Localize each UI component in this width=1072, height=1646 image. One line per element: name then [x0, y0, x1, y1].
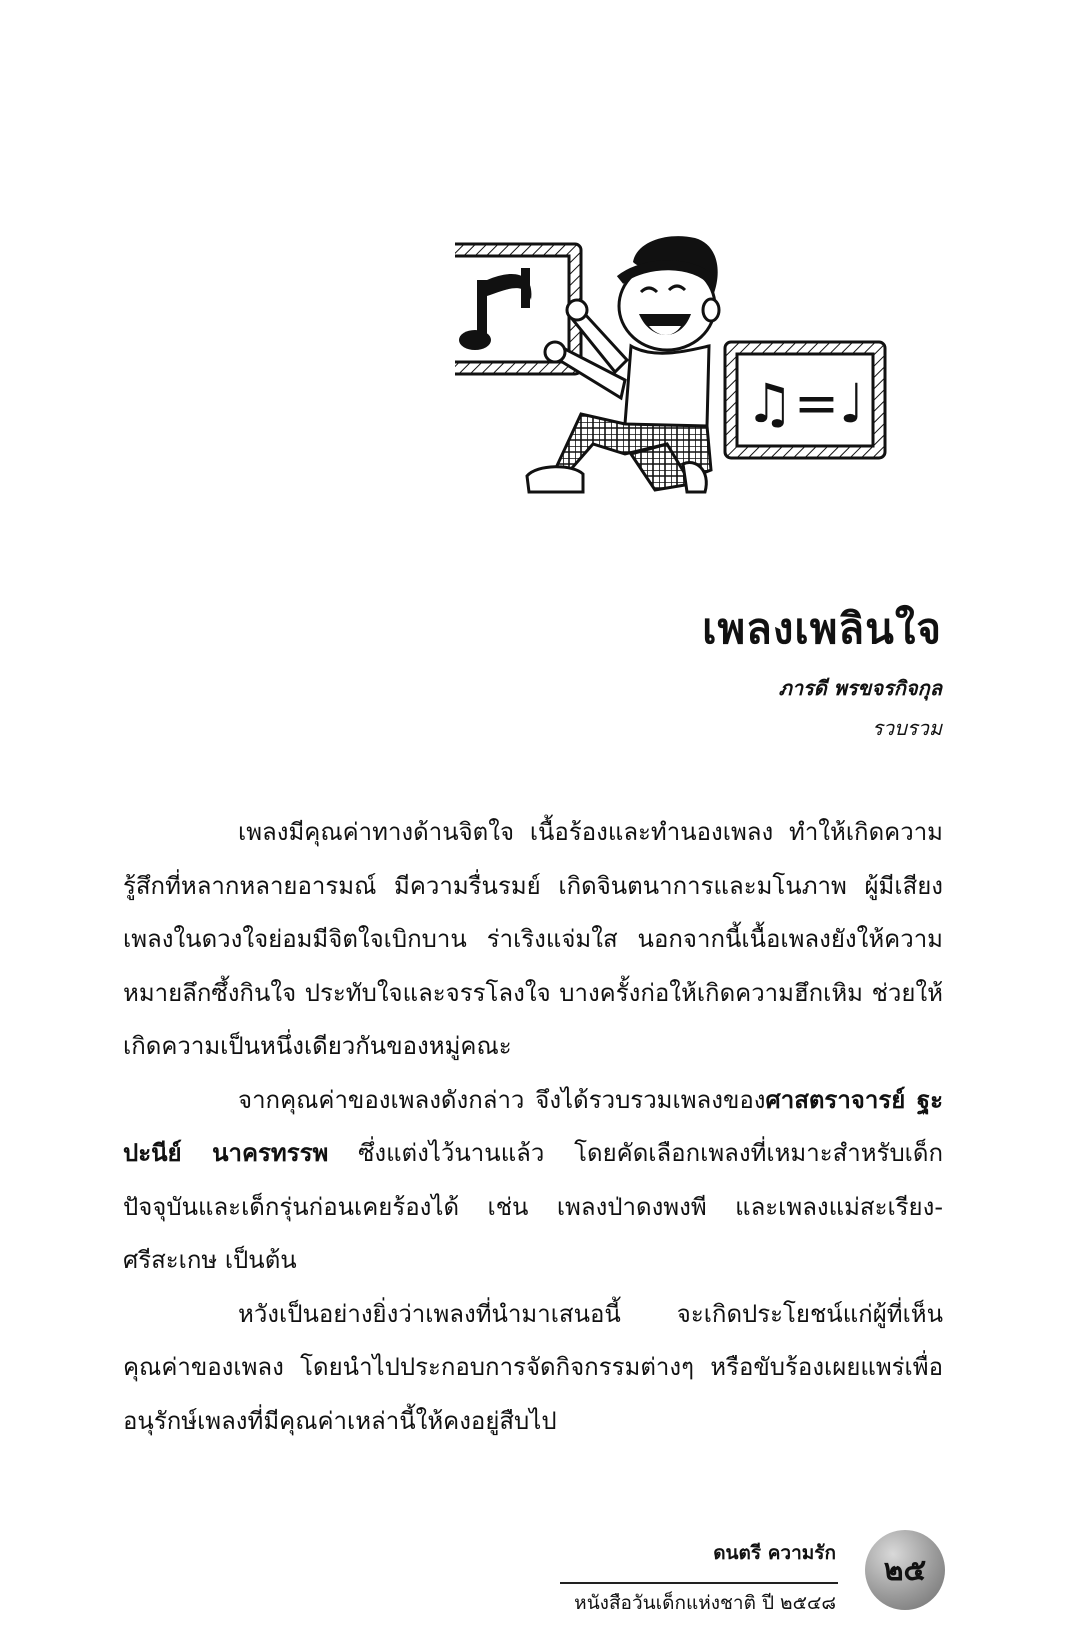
paragraph-2-lead: จากคุณค่าของเพลงดังกล่าว จึงได้รวบรวมเพลงของ: [238, 1085, 766, 1114]
author-name: ภารดี พรขจรกิจกุล: [778, 676, 942, 700]
paragraph-2-rest: ซึ่งแต่งไว้นานแล้ว โดยคัดเลือกเพลงที่เหมาะสำหรับเด็กปัจจุบันและเด็กรุ่นก่อนเคยร้องได้ เช่น เพลงป่าดงพงพี และเพลงแม่สะเรียง-ศรีสะเกษ เป็นต้น: [123, 1139, 944, 1274]
beamed-note-equals-quarter-sign: [725, 342, 885, 458]
sign-notation: ♫=♩: [745, 372, 865, 435]
page-number: ๒๕: [883, 1552, 927, 1588]
paragraph-2: [123, 1074, 943, 1288]
footer-subtitle: หนังสือวันเด็กแห่งชาติ ปี ๒๕๔๘: [574, 1592, 836, 1614]
page-number-badge: [865, 1530, 945, 1610]
footer-book-title: ดนตรี ความรัก: [713, 1542, 836, 1564]
paragraph-3: หวังเป็นอย่างยิ่งว่าเพลงที่นำมาเสนอนี้ จะเกิดประโยชน์แก่ผู้ที่เห็นคุณค่าของเพลง โดยนำไปประกอบการจัดกิจกรรมต่างๆ หรือขับร้องเผยแพร่เพื่ออนุรักษ์เพลงที่มีคุณค่าเหล่านี้ให้คงอยู่สืบไป: [123, 1299, 943, 1435]
composer-name: ศาสตราจารย์ ฐะปะนีย์ นาครทรรพ: [123, 1085, 944, 1167]
author-role: รวบรวม: [872, 716, 942, 740]
illustration-boy-with-music-signs: [455, 230, 935, 540]
paragraph-1: เพลงมีคุณค่าทางด้านจิตใจ เนื้อร้องและทำนองเพลง ทำให้เกิดความรู้สึกที่หลากหลายอารมณ์ มีความรื่นรมย์ เกิดจินตนาการและมโนภาพ ผู้มีเสียงเพลงในดวงใจย่อมมีจิตใจเบิกบาน ร่าเริงแจ่มใส นอกจากนี้เนื้อเพลงยังให้ความหมายลึกซึ้งกินใจ ประทับใจและจรรโลงใจ บางครั้งก่อให้เกิดความฮึกเหิม ช่วยให้เกิดความเป็นหนึ่งเดียวกันของหมู่คณะ: [123, 818, 943, 1060]
footer-divider: [560, 1582, 838, 1584]
page-title: เพลงเพลินใจ: [702, 604, 942, 653]
body-text: [123, 806, 943, 1448]
